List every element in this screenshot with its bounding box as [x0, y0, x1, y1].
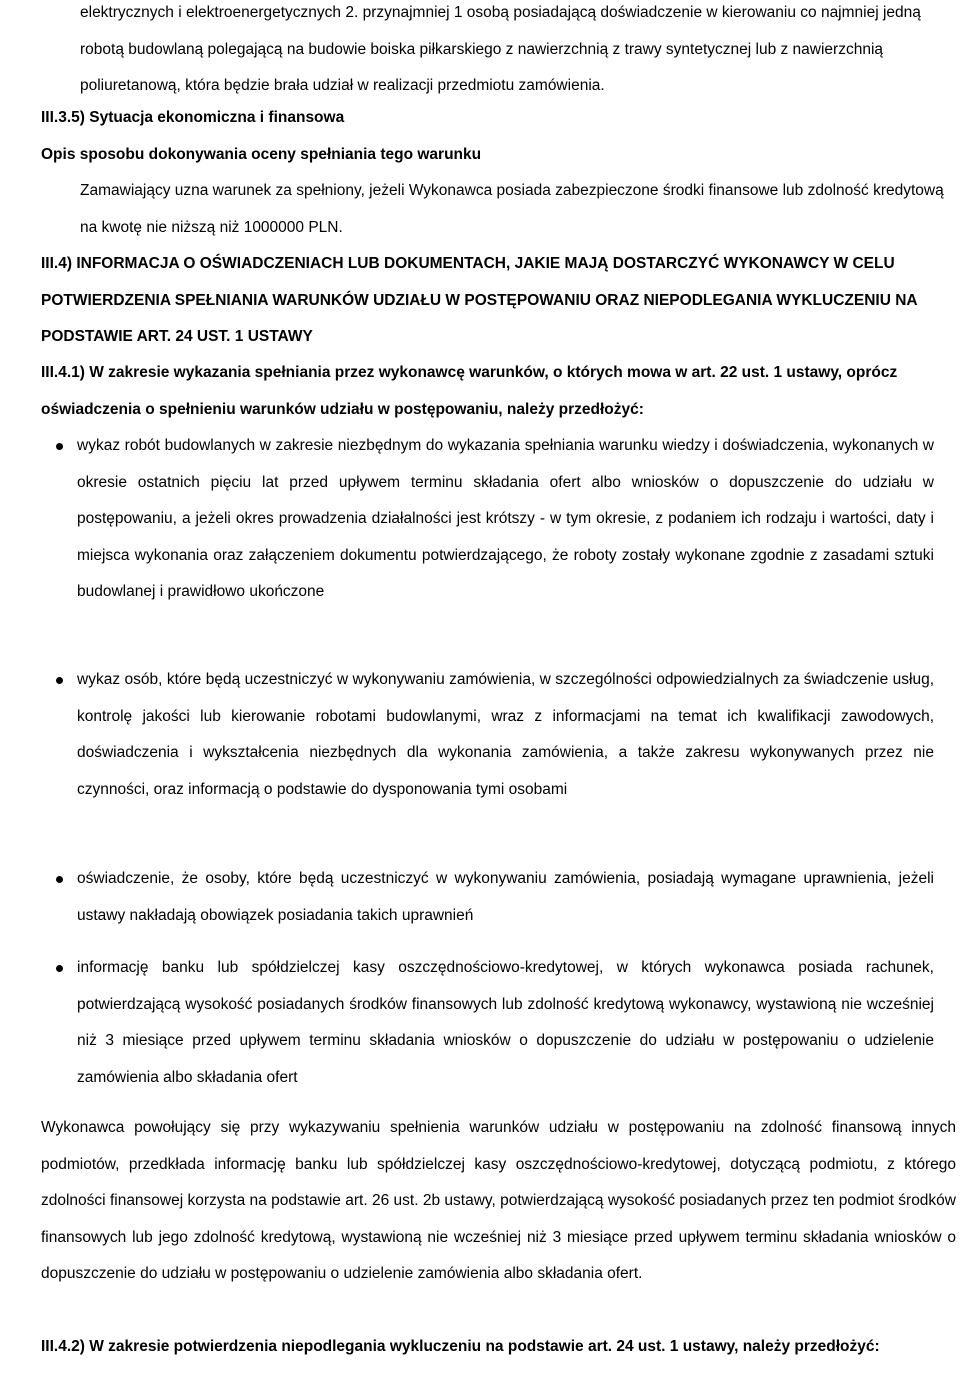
top-paragraph: elektrycznych i elektroenergetycznych 2. przynajmniej 1 osobą posiadającą doświadczenie w kierowaniu co najmniej jedną robotą budowlaną polegającą na budowie boiska piłkarskiego z nawierzchnią z trawy syntetycznej lub z nawierzchnią poliuretanową, która będzie brała udział w realizacji przedmiotu zamówienia. — [80, 4, 921, 94]
section-3-5-body: Zamawiający uzna warunek za spełniony, jeżeli Wykonawca posiada zabezpieczone środki finansowe lub zdolność kredytową na kwotę nie niższą niż 1000000 PLN. — [80, 182, 944, 236]
bullet-icon — [56, 443, 63, 450]
section-3-5-heading: III.3.5) Sytuacja ekonomiczna i finansowa — [41, 109, 345, 126]
section-4-2-heading: III.4.2) W zakresie potwierdzenia niepodlegania wykluczeniu na podstawie art. 24 ust. 1 ustawy, należy przedłożyć: — [41, 1338, 880, 1355]
bullet-icon — [56, 965, 63, 972]
closing-paragraph: Wykonawca powołujący się przy wykazywaniu spełnienia warunków udziału w postępowaniu na zdolność finansową innych podmiotów, przedkłada informację banku lub spółdzielczej kasy oszczędnościowo-kredytowej, dotyczącą podmiotu, z którego zdolności finansowej korzysta na podstawie art. 26 ust. 2b ustawy, potwierdzającą wysokość posiadanych przez ten podmiot środków finansowych lub jego zdolność kredytową, wystawioną nie wcześniej niż 3 miesiące przed upływem terminu składania wniosków o dopuszczenie do udziału w postępowaniu o udzielenie zamówienia albo składania ofert. — [41, 1119, 956, 1282]
bullet-icon — [56, 677, 63, 684]
section-3-5-subheading: Opis sposobu dokonywania oceny spełniania tego warunku — [41, 146, 482, 163]
list-item-text: wykaz osób, które będą uczestniczyć w wykonywaniu zamówienia, w szczególności odpowiedzialnych za świadczenie usług, kontrolę jakości lub kierowanie robotami budowlanymi, wraz z informacjami na temat ich kwalifikacji zawodowych, doświadczenia i wykształcenia niezbędnych dla wykonania zamówienia, a także zakresu wykonywanych przez nie czynności, oraz informacją o podstawie do dysponowania tymi osobami — [77, 671, 934, 798]
section-4-heading: III.4) INFORMACJA O OŚWIADCZENIACH LUB DOKUMENTACH, JAKIE MAJĄ DOSTARCZYĆ WYKONAWCY W CELU POTWIERDZENIA SPEŁNIANIA WARUNKÓW UDZIAŁU W POSTĘPOWANIU ORAZ NIEPODLEGANIA WYKLUCZENIU NA PODSTAWIE ART. 24 UST. 1 USTAWY — [41, 255, 918, 345]
list-item-text: informację banku lub spółdzielczej kasy oszczędnościowo-kredytowej, w których wykonawca posiada rachunek, potwierdzającą wysokość posiadanych środków finansowych lub zdolność kredytową wykonawcy, wystawioną nie wcześniej niż 3 miesiące przed upływem terminu składania wniosków o dopuszczenie do udziału w postępowaniu o udzielenie zamówienia albo składania ofert — [77, 959, 934, 1086]
section-4-1-heading: III.4.1) W zakresie wykazania spełniania przez wykonawcę warunków, o których mowa w art. 22 ust. 1 ustawy, oprócz oświadczenia o spełnieniu warunków udziału w postępowaniu, należy przedłożyć: — [41, 364, 898, 418]
bullet-icon — [56, 876, 63, 883]
list-item-text: wykaz robót budowlanych w zakresie niezbędnym do wykazania spełniania warunku wiedzy i doświadczenia, wykonanych w okresie ostatnich pięciu lat przed upływem terminu składania ofert albo wniosków o dopuszczenie do udziału w postępowaniu, a jeżeli okres prowadzenia działalności jest krótszy - w tym okresie, z podaniem ich rodzaju i wartości, daty i miejsca wykonania oraz załączeniem dokumentu potwierdzającego, że roboty zostały wykonane zgodnie z zasadami sztuki budowlanej i prawidłowo ukończone — [77, 437, 934, 600]
list-item-text: oświadczenie, że osoby, które będą uczestniczyć w wykonywaniu zamówienia, posiadają wymagane uprawnienia, jeżeli ustawy nakładają obowiązek posiadania takich uprawnień — [77, 870, 934, 924]
